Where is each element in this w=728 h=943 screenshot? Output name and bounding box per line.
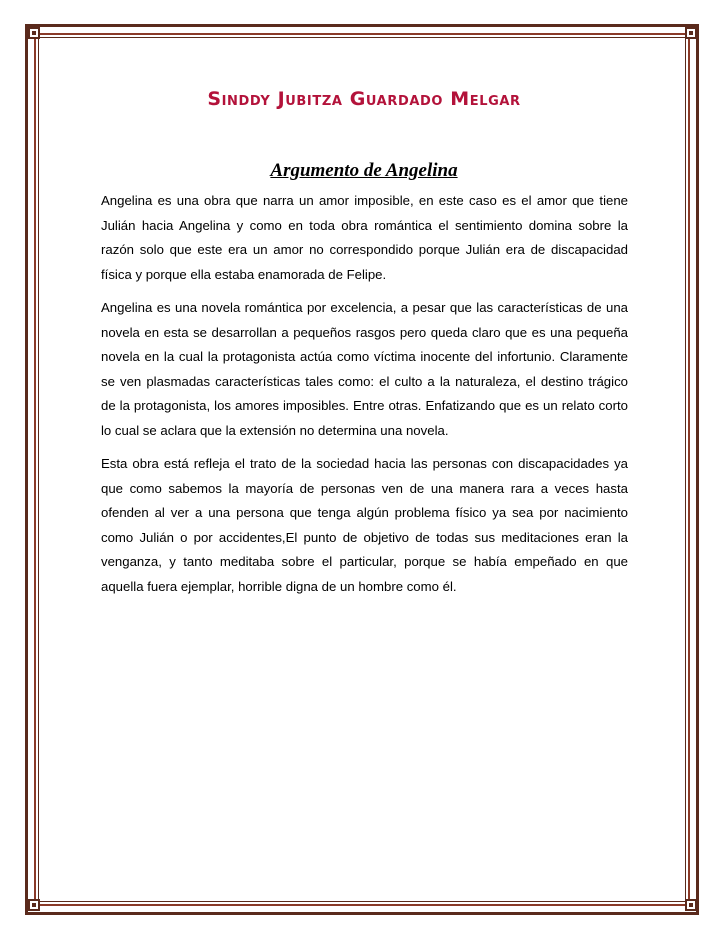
border-corner-bottom-left bbox=[28, 899, 40, 911]
document-body bbox=[101, 189, 628, 608]
paragraph-2: Angelina es una novela romántica por excelencia, a pesar que las características de una novela en esta se desarrollan a pequeños rasgos pero queda claro que es una pequeña novela en la cual la protagonista actúa como víctima inocente del infortunio. Claramente se ven plasmadas características tales como: el culto a la naturaleza, el destino trágico de la protagonista, los amores imposibles. Entre otras. Enfatizando que es un relato corto lo cual se aclara que la extensión no determina una novela. bbox=[101, 300, 628, 438]
paragraph-1: Angelina es una obra que narra un amor imposible, en este caso es el amor que tiene Julián hacia Angelina y como en toda obra romántica el sentimiento domina sobre la razón solo que este era un amor no correspondido porque Julián era de discapacidad física y porque ella estaba enamorada de Felipe. bbox=[101, 193, 628, 282]
document-title: Argumento de Angelina bbox=[270, 160, 458, 181]
paragraph-3: Esta obra está refleja el trato de la sociedad hacia las personas con discapacidades ya que como sabemos la mayoría de personas ven de una manera rara a veces hasta ofenden al ver a una persona que tenga algún problema físico ya sea por nacimiento como Julián o por accidentes,El punto de objetivo de todas sus meditaciones eran la venganza, y tanto meditaba sobre el particular, porque se había empeñado en que aquella fuera ejemplar, horrible digna de un hombre como él. bbox=[101, 456, 628, 594]
border-corner-bottom-right bbox=[685, 899, 697, 911]
author-heading: Sinddy Jubitza Guardado Melgar bbox=[207, 88, 521, 110]
border-corner-top-right bbox=[685, 27, 697, 39]
border-corner-top-left bbox=[28, 27, 40, 39]
